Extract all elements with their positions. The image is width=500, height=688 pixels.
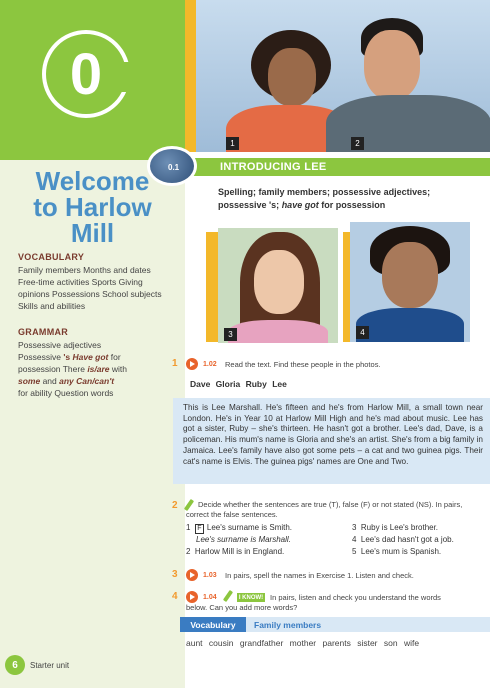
footer-label: Starter unit — [30, 661, 70, 670]
grammar-list — [18, 339, 168, 399]
exercise-1-number: 1 — [172, 358, 178, 369]
grammar-line-5: for ability Question words — [18, 388, 114, 398]
exercise-2-number: 2 — [172, 500, 178, 511]
i-know-badge: I KNOW! — [238, 594, 264, 601]
grammar-heading: GRAMMAR — [18, 327, 69, 337]
vocabulary-list: Family members Months and dates Free-time activities Sports Giving opinions Possessions School subjects Skills and abilities — [18, 265, 162, 311]
tf-item-4: 4 Lee's dad hasn't got a job. — [352, 535, 454, 544]
vocabulary-heading: VOCABULARY — [18, 252, 85, 262]
lesson-number: 0.1 — [168, 163, 180, 172]
unit-number: 0 — [69, 41, 103, 107]
exercise-4-instruction-2: below. Can you add more words? — [186, 603, 298, 612]
grammar-line-1: Possessive adjectives — [18, 340, 102, 350]
grammar-line-4: some and any Can/can't — [18, 376, 115, 386]
exercise-1-track: 1.02 — [203, 361, 217, 368]
photo-accent-strip — [185, 0, 196, 152]
page-number: 6 — [12, 659, 18, 671]
exercise-3-track: 1.03 — [203, 572, 217, 579]
exercise-1-names: Dave Gloria Ruby Lee — [190, 379, 287, 389]
exercise-3-number: 3 — [172, 569, 178, 580]
photo-label-2: 2 — [351, 137, 364, 150]
audio-icon[interactable] — [186, 358, 198, 370]
pencil-icon — [223, 590, 233, 602]
tf-item-3: 3 Ruby is Lee's brother. — [352, 523, 439, 532]
reading-text: This is Lee Marshall. He's fifteen and he's from Harlow Mill, a small town near London. He's in Year 10 at Harlow Mill High and he's mad about music. Lee has got a sister, Ruby – she's thirteen. He hasn't got a brother. Lee's dad, Dave, is a policeman. His mum's name is Gloria and she's an artist. She's from a big family in Jamaica. Lee's family have also got some pets – a cat and two guinea pigs. Their cat's name is Elvis. The guinea pigs' names are One and Two. — [183, 403, 483, 466]
ruby-photo — [218, 228, 338, 343]
exercise-3-instruction: In pairs, spell the names in Exercise 1. Listen and check. — [225, 571, 414, 580]
audio-icon[interactable] — [186, 591, 198, 603]
tf-item-1: 1 F Lee's surname is Smith. — [186, 523, 293, 532]
photo-label-1: 1 — [226, 137, 239, 150]
grammar-line-3: possession There is/are with — [18, 364, 128, 374]
answer-box[interactable]: F — [195, 524, 204, 534]
unit-title-line2: to Harlow — [33, 192, 152, 222]
exercise-2-instruction-2: correct the false sentences. — [186, 510, 278, 519]
photo-label-4: 4 — [356, 326, 369, 339]
exercise-2-instruction-1: Decide whether the sentences are true (T), false (F) or not stated (NS). In pairs, — [198, 500, 463, 509]
lee-photo — [350, 222, 470, 342]
exercise-1-instruction: Read the text. Find these people in the photos. — [225, 360, 381, 369]
photo-label-3: 3 — [224, 328, 237, 341]
parents-photo — [196, 0, 490, 152]
lesson-title: INTRODUCING LEE — [220, 161, 327, 173]
exercise-4-track: 1.04 — [203, 594, 217, 601]
exercise-4-number: 4 — [172, 591, 178, 602]
unit-title-line1: Welcome — [35, 166, 150, 196]
exercise-4-instruction-1: In pairs, listen and check you understand the words — [270, 593, 441, 602]
lesson-subtitle: Spelling; family members; possessive adjectives; possessive 's; have got for possession — [218, 187, 431, 210]
tf-item-2: 2 Harlow Mill is in England. — [186, 547, 285, 556]
vocabulary-words: aunt cousin grandfather mother parents sister son wife — [186, 638, 420, 648]
vocabulary-subtitle: Family members — [254, 620, 322, 630]
vocabulary-tab: Vocabulary — [180, 617, 246, 632]
photo3-accent — [206, 232, 218, 342]
grammar-line-2: Possessive 's Have got for — [18, 352, 121, 362]
tf-answer-1: Lee's surname is Marshall. — [196, 535, 291, 544]
unit-title-line3: Mill — [70, 218, 115, 248]
tf-item-5: 5 Lee's mum is Spanish. — [352, 547, 442, 556]
audio-icon[interactable] — [186, 569, 198, 581]
